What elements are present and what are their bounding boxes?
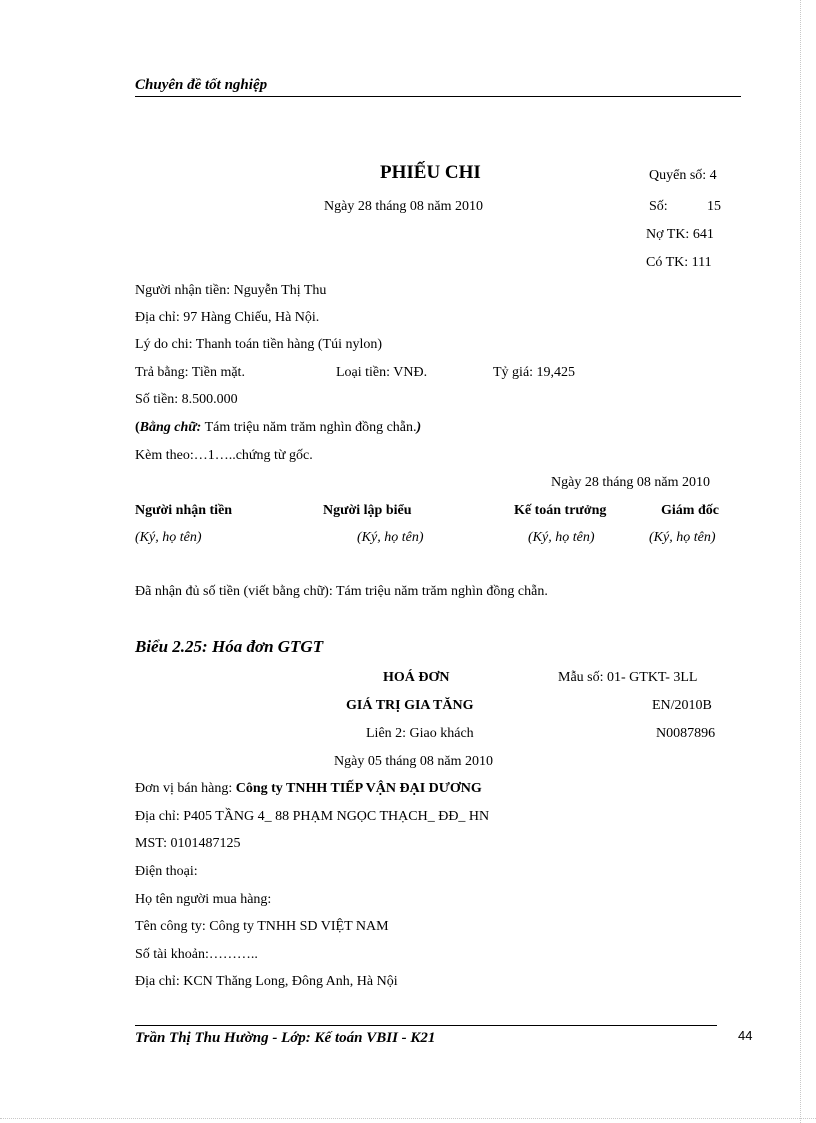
signatory-role-recipient: Người nhận tiền: [135, 503, 233, 518]
invoice-title-line1: HOÁ ĐƠN: [383, 670, 450, 685]
invoice-seller-name: Công ty TNHH TIẾP VẬN ĐẠI DƯƠNG: [235, 781, 482, 796]
voucher-number-label: Số:: [649, 199, 668, 214]
header-rule: [135, 96, 741, 97]
page-edge-bottom: [0, 1118, 816, 1119]
voucher-reason: Lý do chi: Thanh toán tiền hàng (Túi nylon): [135, 337, 383, 352]
invoice-copy: Liên 2: Giao khách: [366, 726, 474, 741]
invoice-serial-no: N0087896: [656, 726, 716, 741]
in-words-open: (: [135, 420, 140, 435]
voucher-title: PHIẾU CHI: [380, 162, 481, 183]
invoice-form-no: Mẫu số: 01- GTKT- 3LL: [558, 670, 698, 685]
in-words-close: ): [416, 420, 422, 435]
invoice-company: Tên công ty: Công ty TNHH SD VIỆT NAM: [135, 919, 389, 934]
in-words-label: Bằng chữ:: [139, 420, 202, 435]
signatory-note-recipient: (Ký, họ tên): [135, 530, 202, 545]
signatory-role-director: Giám đốc: [661, 503, 719, 518]
invoice-buyer-name: Họ tên người mua hàng:: [135, 892, 272, 907]
invoice-phone: Điện thoại:: [135, 864, 198, 879]
voucher-amount-in-words: [135, 421, 421, 435]
invoice-seller-address: Địa chỉ: P405 TẦNG 4_ 88 PHẠM NGỌC THẠCH_ ĐĐ_ HN: [135, 809, 490, 824]
invoice-seller: [135, 782, 482, 796]
invoice-title-line2: GIÁ TRỊ GIA TĂNG: [346, 698, 474, 713]
voucher-payment-method: Trả bằng: Tiền mặt.: [135, 365, 245, 380]
signatory-role-preparer: Người lập biểu: [323, 503, 412, 518]
voucher-attached: Kèm theo:…1…..chứng từ gốc.: [135, 448, 313, 463]
invoice-section-title: Biểu 2.25: Hóa đơn GTGT: [135, 637, 324, 656]
invoice-tax-code: MST: 0101487125: [135, 836, 241, 851]
voucher-sign-date: Ngày 28 tháng 08 năm 2010: [551, 475, 711, 490]
invoice-seller-label: Đơn vị bán hàng:: [135, 781, 236, 796]
invoice-buyer-address: Địa chỉ: KCN Thăng Long, Đông Anh, Hà Nội: [135, 974, 398, 989]
voucher-number-value: 15: [707, 199, 721, 214]
voucher-received-in-words: Đã nhận đủ số tiền (viết bằng chữ): Tám triệu năm trăm nghìn đồng chẵn.: [135, 584, 548, 599]
voucher-date: Ngày 28 tháng 08 năm 2010: [324, 199, 484, 214]
signatory-role-chief-accountant: Kế toán trưởng: [514, 503, 607, 518]
footer-rule: [135, 1025, 717, 1026]
page-edge-right: [800, 0, 801, 1123]
invoice-account-no: Số tài khoản:………..: [135, 947, 258, 962]
voucher-address: Địa chỉ: 97 Hàng Chiếu, Hà Nội.: [135, 310, 320, 325]
signatory-note-director: (Ký, họ tên): [649, 530, 716, 545]
signatory-note-preparer: (Ký, họ tên): [357, 530, 424, 545]
voucher-exchange-rate: Tỷ giá: 19,425: [493, 365, 576, 380]
invoice-date: Ngày 05 tháng 08 năm 2010: [334, 754, 494, 769]
voucher-credit-account: Có TK: 111: [646, 255, 712, 270]
voucher-amount: Số tiền: 8.500.000: [135, 392, 238, 407]
page-number: 44: [738, 1028, 753, 1043]
header-title: Chuyên đề tốt nghiệp: [135, 77, 268, 93]
signatory-note-chief-accountant: (Ký, họ tên): [528, 530, 595, 545]
voucher-book-no: Quyển số: 4: [649, 168, 717, 183]
voucher-recipient: Người nhận tiền: Nguyễn Thị Thu: [135, 283, 327, 298]
in-words-text: Tám triệu năm trăm nghìn đồng chẵn.: [201, 420, 417, 435]
footer-author: Trần Thị Thu Hường - Lớp: Kế toán VBII - K21: [135, 1030, 436, 1046]
voucher-debit-account: Nợ TK: 641: [646, 227, 714, 242]
voucher-currency: Loại tiền: VNĐ.: [336, 365, 428, 380]
invoice-series: EN/2010B: [652, 698, 712, 713]
